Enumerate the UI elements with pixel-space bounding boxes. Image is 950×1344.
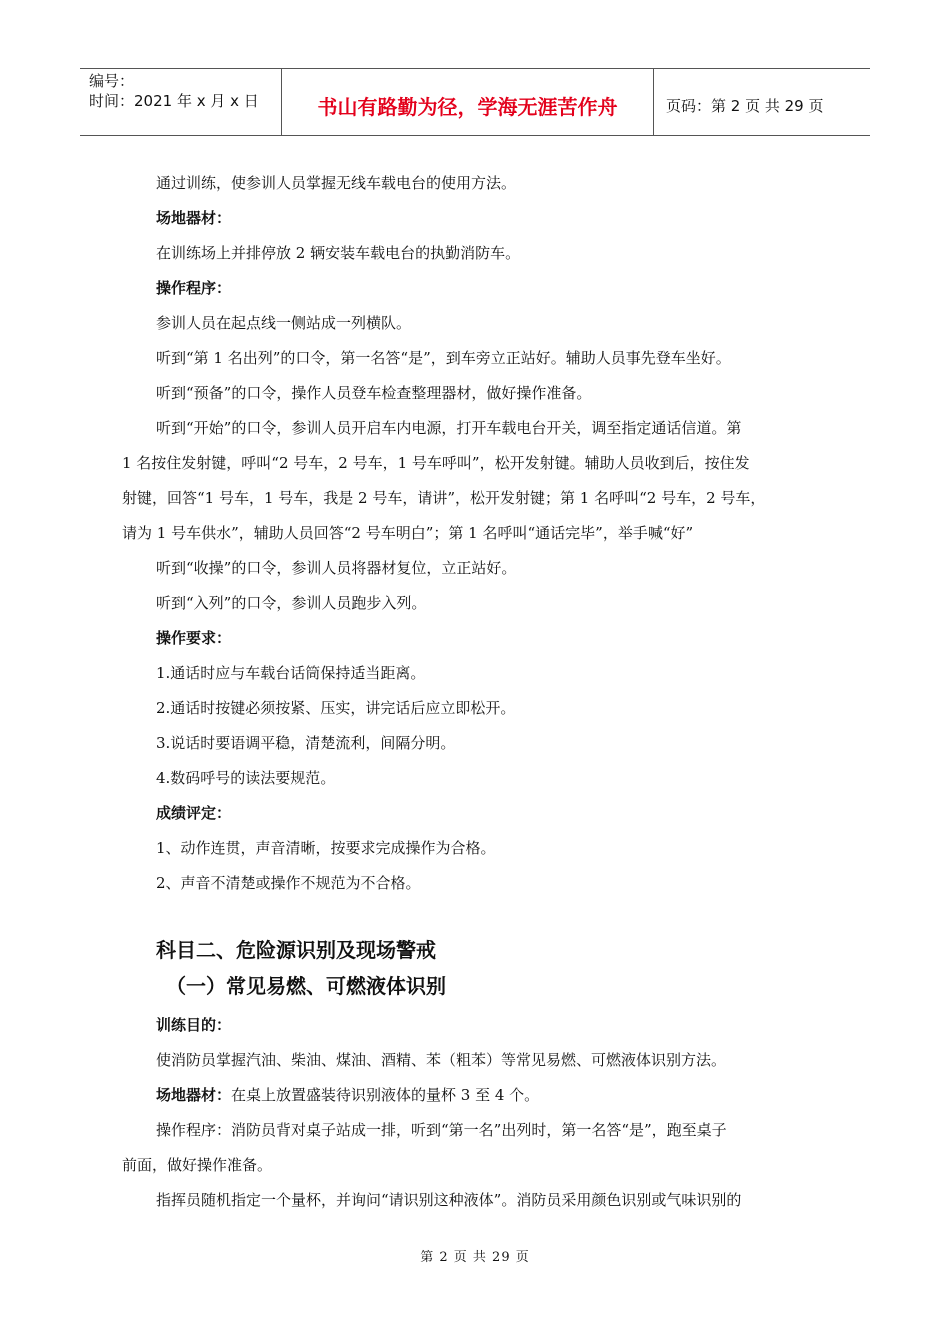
procedure-step: 参训人员在起点线一侧站成一列横队。 xyxy=(156,314,412,332)
requirement-item: 2.通话时按键必须按紧、压实，讲完话后应立即松开。 xyxy=(156,699,516,717)
procedure-long-line: 1 名按住发射键，呼叫“2 号车，2 号车，1 号车呼叫”，松开发射键。辅助人员收到后，按住发 xyxy=(122,454,750,472)
training-purpose-text: 使消防员掌握汽油、柴油、煤油、酒精、苯（粗苯）等常见易燃、可燃液体识别方法。 xyxy=(156,1051,727,1069)
grading-heading: 成绩评定： xyxy=(156,804,232,822)
page-header xyxy=(80,68,870,136)
grading-item: 1、动作连贯，声音清晰，按要求完成操作为合格。 xyxy=(156,839,496,857)
requirements-heading: 操作要求： xyxy=(156,629,232,647)
venue-text: 在训练场上并排停放 2 辆安装车载电台的执勤消防车。 xyxy=(156,244,521,262)
header-motto: 书山有路勤为径，学海无涯苦作舟 xyxy=(282,69,654,135)
requirement-item: 3.说话时要语调平稳，清楚流利，间隔分明。 xyxy=(156,734,456,752)
procedure-step: 听到“预备”的口令，操作人员登车检查整理器材，做好操作准备。 xyxy=(156,384,592,402)
grading-item: 2、声音不清楚或操作不规范为不合格。 xyxy=(156,874,421,892)
section1-body xyxy=(122,166,834,901)
page-footer: 第 2 页 共 29 页 xyxy=(420,1250,530,1265)
subject-title: 科目二、危险源识别及现场警戒 xyxy=(156,938,436,962)
purpose-text: 通过训练，使参训人员掌握无线车载电台的使用方法。 xyxy=(156,174,517,192)
procedure-heading: 操作程序： xyxy=(156,279,232,297)
venue-heading-2: 场地器材： xyxy=(156,1086,232,1104)
procedure-long-line: 听到“开始”的口令，参训人员开启车内电源，打开车载电台开关，调至指定通话信道。第 xyxy=(156,419,742,437)
requirement-item: 1.通话时应与车载台话筒保持适当距离。 xyxy=(156,664,426,682)
doc-number-label: 编号： xyxy=(89,72,135,90)
venue-heading: 场地器材： xyxy=(156,209,232,227)
procedure-line: 操作程序：消防员背对桌子站成一排，听到“第一名”出列时，第一名答“是”，跑至桌子 xyxy=(156,1121,727,1139)
section2-body xyxy=(122,1008,834,1218)
procedure-line: 指挥员随机指定一个量杯，并询问“请识别这种液体”。消防员采用颜色识别或气味识别的 xyxy=(156,1191,742,1209)
venue-text-2: 在桌上放置盛装待识别液体的量杯 3 至 4 个。 xyxy=(231,1086,540,1104)
procedure-line: 前面，做好操作准备。 xyxy=(122,1156,273,1174)
training-purpose-heading: 训练目的： xyxy=(156,1016,232,1034)
procedure-step: 听到“第 1 名出列”的口令，第一名答“是”，到车旁立正站好。辅助人员事先登车坐好。 xyxy=(156,349,731,367)
procedure-long-line: 射键，回答“1 号车，1 号车，我是 2 号车，请讲”，松开发射键；第 1 名呼叫“2 号车，2 号车， xyxy=(122,489,766,507)
venue-line xyxy=(122,1078,834,1113)
subject-subtitle: （一）常见易燃、可燃液体识别 xyxy=(166,974,446,998)
requirement-item: 4.数码呼号的读法要规范。 xyxy=(156,769,336,787)
header-meta xyxy=(80,69,282,135)
procedure-step: 听到“入列”的口令，参训人员跑步入列。 xyxy=(156,594,427,612)
procedure-step: 听到“收操”的口令，参训人员将器材复位，立正站好。 xyxy=(156,559,517,577)
header-page-info: 页码：第 2 页 共 29 页 xyxy=(666,96,824,115)
procedure-long-line: 请为 1 号车供水”，辅助人员回答“2 号车明白”；第 1 名呼叫“通话完毕”，举手喊“好” xyxy=(122,524,694,542)
doc-time-label: 时间：2021 年 x 月 x 日 xyxy=(89,92,259,110)
